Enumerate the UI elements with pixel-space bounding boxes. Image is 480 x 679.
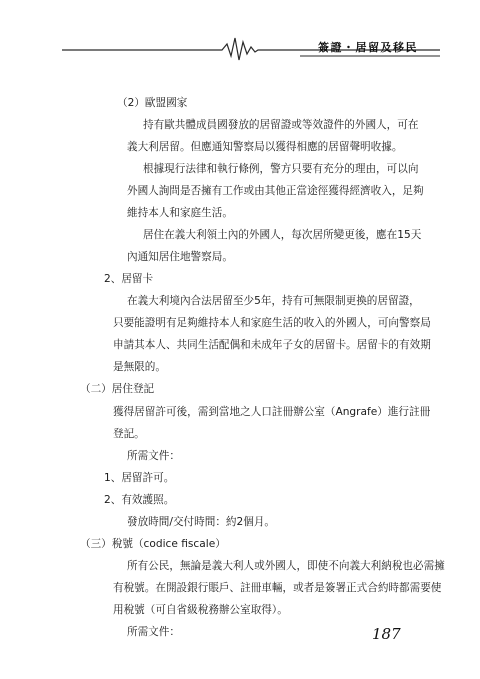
list-item: 1、居留許可。	[104, 472, 175, 484]
section-heading: （二）居住登記	[80, 383, 155, 395]
heartbeat-line-icon	[0, 0, 480, 70]
section-heading: （2）歐盟國家	[117, 97, 188, 109]
paragraph-line: 只要能證明有足夠維持本人和家庭生活的收入的外國人，可向警察局	[113, 317, 431, 329]
list-item: 2、有效護照。	[104, 494, 175, 506]
header-title: 簽證・居留及移民	[318, 41, 418, 54]
paragraph-line: 內通知居住地警察局。	[127, 251, 233, 263]
page-header	[0, 0, 480, 70]
paragraph-line: 根據現行法律和執行條例，警方只要有充分的理由，可以向	[143, 163, 419, 175]
paragraph-line: 是無限的。	[113, 361, 166, 373]
section-heading: （三）稅號（codice fiscale）	[80, 538, 226, 550]
paragraph-line: 發放時間/交付時間：約2個月。	[127, 516, 276, 528]
paragraph-line: 所有公民，無論是義大利人或外國人，即使不向義大利納稅也必需擁	[127, 560, 445, 572]
paragraph-line: 所需文件：	[127, 626, 180, 638]
paragraph-line: 申請其本人、共同生活配偶和未成年子女的居留卡。居留卡的有效期	[113, 339, 431, 351]
paragraph-line: 獲得居留許可後，需到當地之人口註冊辦公室（Angrafe）進行註冊	[113, 406, 431, 418]
paragraph-line: 維持本人和家庭生活。	[127, 207, 233, 219]
paragraph-line: 外國人詢問是否擁有工作或由其他正當途徑獲得經濟收入，足夠	[127, 185, 424, 197]
paragraph-line: 居住在義大利領土內的外國人，每次居所變更後，應在15天	[143, 229, 422, 241]
paragraph-line: 在義大利境內合法居留至少5年，持有可無限制更換的居留證，	[127, 295, 420, 307]
section-heading: 2、居留卡	[104, 273, 154, 285]
paragraph-line: 持有歐共體成員國發放的居留證或等效證件的外國人，可在	[143, 119, 419, 131]
page-number: 187	[372, 625, 401, 643]
paragraph-line: 所需文件：	[127, 450, 180, 462]
paragraph-line: 登記。	[113, 428, 145, 440]
paragraph-line: 用稅號（可自省級稅務辦公室取得）。	[113, 604, 288, 616]
paragraph-line: 義大利居留。但應通知警察局以獲得相應的居留聲明收據。	[127, 141, 403, 153]
paragraph-line: 有稅號。在開設銀行賬戶、註冊車輛，或者是簽署正式合約時都需要使	[113, 582, 442, 594]
